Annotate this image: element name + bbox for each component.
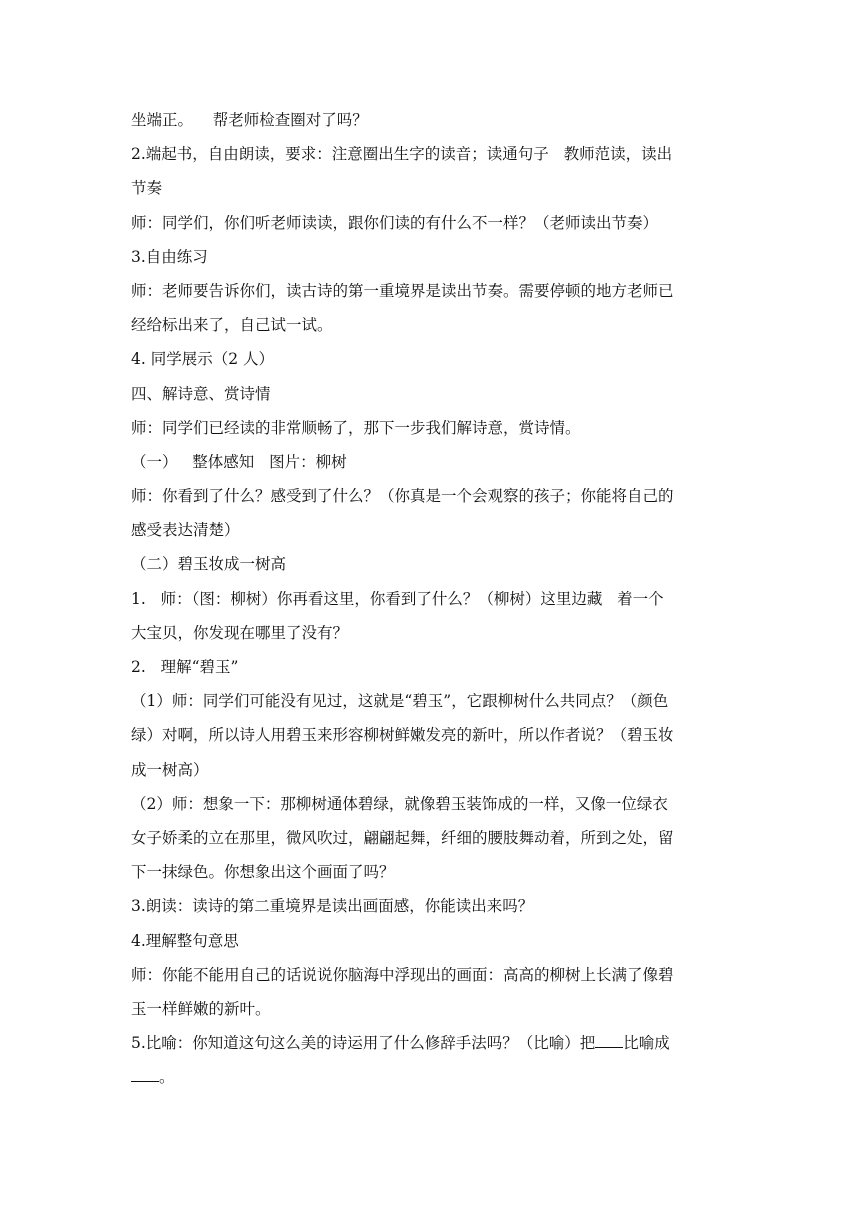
text-line: 3.朗读：读诗的第二重境界是读出画面感，你能读出来吗？ [131, 897, 534, 916]
text-line: （2）师：想象一下：那柳树通体碧绿，就像碧玉装饰成的一样，又像一位绿衣 [131, 794, 668, 813]
text-line: 3.自由练习 [131, 247, 208, 266]
fill-in-blank [595, 1030, 623, 1048]
text-line: 女子娇柔的立在那里，微风吹过，翩翩起舞，纤细的腰肢舞动着，所到之处，留 [131, 828, 674, 847]
text-line: 坐端正。 帮老师检查圈对了吗？ [131, 111, 368, 129]
text-line: 绿）对啊，所以诗人用碧玉来形容柳树鲜嫩发亮的新叶，所以作者说？（碧玉妆 [131, 726, 674, 745]
simile-question-text: 比喻成 [623, 1034, 670, 1053]
text-line: 师：同学们已经读的非常顺畅了，那下一步我们解诗意，赏诗情。 [131, 418, 581, 437]
text-line: 4.理解整句意思 [131, 931, 239, 950]
text-line: 师：同学们，你们听老师读读，跟你们读的有什么不一样？（老师读出节奏） [131, 213, 659, 232]
section-heading: 四、解诗意、赏诗情 [131, 384, 271, 403]
text-line: （1）师：同学们可能没有见过，这就是“碧玉”，它跟柳树什么共同点？（颜色 [131, 692, 669, 711]
text-line: 玉一样鲜嫩的新叶。 [131, 999, 271, 1018]
simile-question-text: 5.比喻：你知道这句这么美的诗运用了什么修辞手法吗？（比喻）把 [131, 1034, 596, 1053]
text-line: 经给标出来了，自己试一试。 [131, 316, 333, 335]
text-line: 成一树高） [131, 760, 209, 779]
text-line: 2.端起书，自由朗读，要求：注意圈出生字的读音；读通句子 教师范读，读出 [131, 145, 673, 164]
text-line: 感受表达清楚） [131, 521, 240, 540]
text-line: 大宝贝，你发现在哪里了没有？ [131, 623, 349, 642]
text-line: 2. 理解“碧玉” [131, 658, 239, 676]
simile-question-line [131, 1026, 733, 1060]
text-line: 师：老师要告诉你们，读古诗的第一重境界是读出节奏。需要停顿的地方老师已 [131, 281, 674, 300]
lesson-plan-text [131, 103, 733, 1094]
subsection-heading: （二）碧玉妆成一树高 [131, 555, 287, 574]
text-line: 下一抹绿色。你想象出这个画面了吗？ [131, 863, 395, 882]
text-line: 师：你能不能用自己的话说说你脑海中浮现出的画面：高高的柳树上长满了像碧 [131, 965, 674, 984]
text-line: 节奏 [131, 179, 163, 198]
subsection-heading: （一） 整体感知 图片：柳树 [131, 452, 347, 471]
simile-answer-line [131, 1060, 733, 1094]
text-line: 4. 同学展示（2 人） [131, 350, 275, 369]
text-line: 师：你看到了什么？感受到了什么？（你真是一个会观察的孩子；你能将自己的 [131, 487, 674, 506]
fill-in-blank [131, 1064, 159, 1082]
sentence-end: 。 [159, 1068, 175, 1087]
text-line: 1. 师：（图：柳树）你再看这里，你看到了什么？（柳树）这里边藏 着一个 [131, 589, 664, 608]
